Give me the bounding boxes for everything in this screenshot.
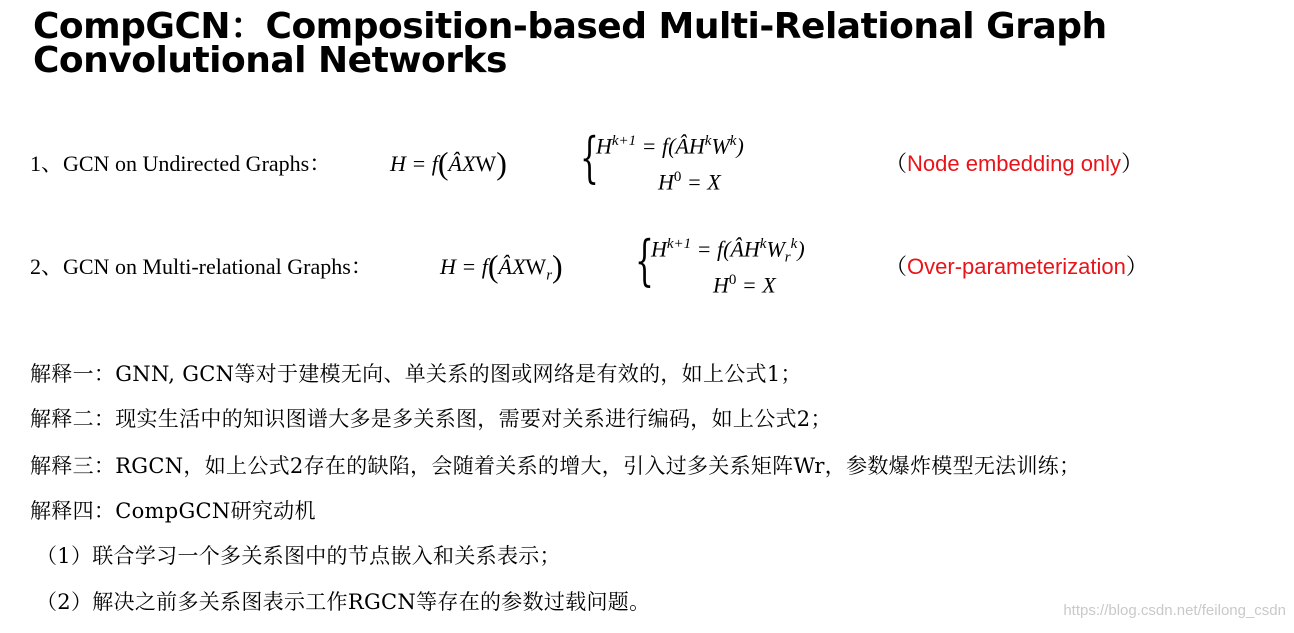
explanation-1: 解释一：GNN, GCN等对于建模无向、单关系的图或网络是有效的，如上公式1； <box>30 362 802 386</box>
formula-1-note: （Node embedding only） <box>885 151 1144 176</box>
title-line-1: CompGCN：Composition-based Multi-Relational Graph <box>33 6 1107 47</box>
formula-1-system-line-2: $H^0 = X$ <box>658 169 721 195</box>
left-brace: { <box>635 229 654 292</box>
explanation-4: 解释四：CompGCN研究动机 <box>30 499 316 523</box>
motivation-item-2: （2）解决之前多关系图表示工作RGCN等存在的参数过载问题。 <box>36 590 651 614</box>
formula-1-inline-math: H = f(ÂXW) <box>390 145 507 181</box>
formula-2-system-line-1: $H^{k+1}$ = $f(ÂH^kW_r^k)$ <box>651 236 805 266</box>
formula-1-system-line-1: $H^{k+1}$ = $f(ÂH^kW^k)$ <box>596 133 744 159</box>
motivation-item-1: （1）联合学习一个多关系图中的节点嵌入和关系表示； <box>36 544 561 568</box>
explanation-3: 解释三：RGCN，如上公式2存在的缺陷，会随着关系的增大，引入过多关系矩阵Wr，参数爆炸模型无法训练； <box>30 454 1081 478</box>
formula-2-inline-math: $H = f(ÂXW_r)$ <box>440 248 563 284</box>
formula-1-label: 1、GCN on Undirected Graphs： <box>30 151 332 176</box>
formula-2-system-line-2: $H^0 = X$ <box>713 272 776 298</box>
watermark: https://blog.csdn.net/feilong_csdn <box>1063 602 1286 619</box>
formula-row-1 <box>30 125 1260 195</box>
formula-1-note-text: Node embedding only <box>907 151 1122 176</box>
formula-2-note: （Over-parameterization） <box>885 254 1148 279</box>
explanation-2: 解释二：现实生活中的知识图谱大多是多关系图，需要对关系进行编码，如上公式2； <box>30 407 832 431</box>
formula-row-2 <box>30 228 1260 298</box>
formula-2-note-text: Over-parameterization <box>907 254 1126 279</box>
title-line-2: Convolutional Networks <box>33 40 507 81</box>
page-title <box>33 6 1107 81</box>
left-brace: { <box>580 126 599 189</box>
formula-2-label: 2、GCN on Multi-relational Graphs： <box>30 254 373 279</box>
